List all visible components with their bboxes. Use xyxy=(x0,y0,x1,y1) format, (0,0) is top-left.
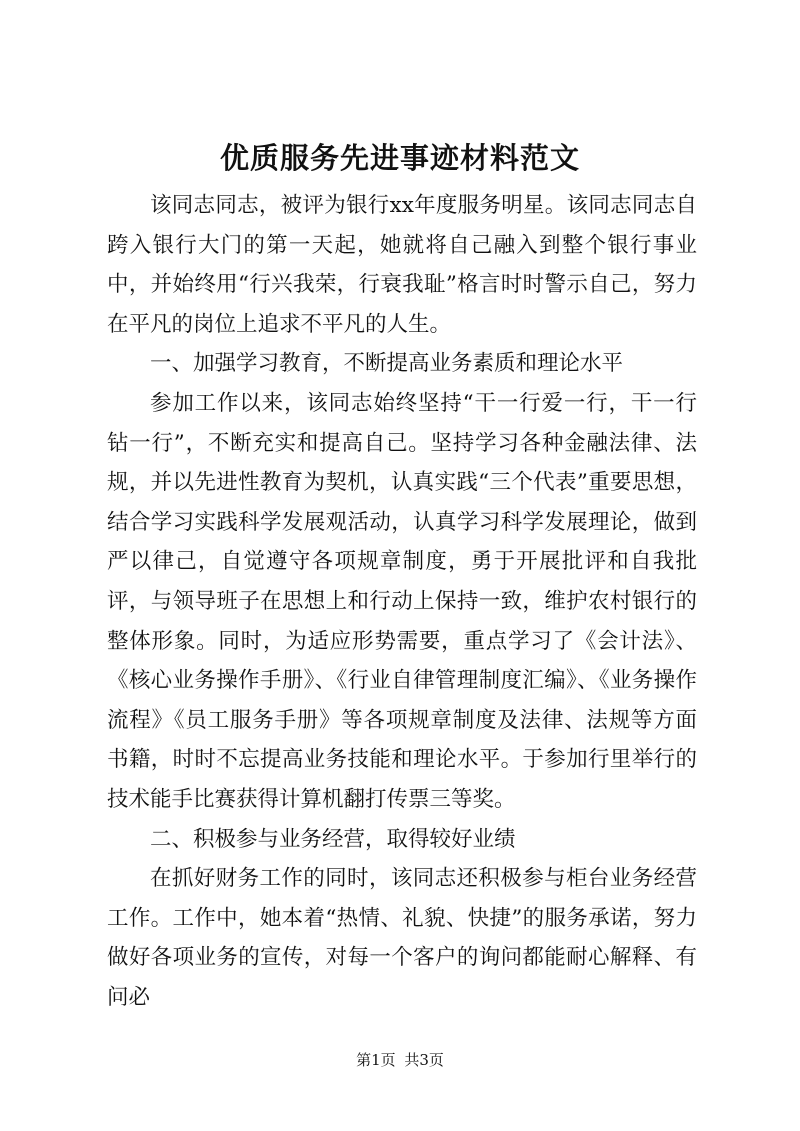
document-title: 优质服务先进事迹材料范文 xyxy=(219,141,580,175)
section-heading-1: 一、加强学习教育，不断提高业务素质和理论水平 xyxy=(150,351,624,377)
page-total: 共3页 xyxy=(404,1051,444,1069)
paragraph-intro: 该同志同志，被评为银行xx年度服务明星。该同志同志自跨入银行大门的第一天起，她就将自己融入到整个银行事业中，并始终用“行兴我荣，行衰我耻”格言时时警示自己，努力在平凡的岗位上追求不平凡的人生。 xyxy=(107,193,697,337)
section-heading-2: 二、积极参与业务经营，取得较好业绩 xyxy=(150,826,516,852)
paragraph-business: 在抓好财务工作的同时，该同志还积极参与柜台业务经营工作。工作中，她本着“热情、礼貌、快捷”的服务承诺，努力做好各项业务的宣传，对每一个客户的询问都能耐心解释、有问必 xyxy=(107,866,697,1010)
document-body xyxy=(107,186,697,1017)
page-number: 第1页 xyxy=(356,1051,396,1069)
page-footer xyxy=(0,1050,800,1070)
paragraph-study: 参加工作以来，该同志始终坚持“干一行爱一行，干一行钻一行”，不断充实和提高自己。坚持学习各种金融法律、法规，并以先进性教育为契机，认真实践“三个代表”重要思想，结合学习实践科学发展观活动，认真学习科学发展理论，做到严以律己，自觉遵守各项规章制度，勇于开展批评和自我批评，与领导班子在思想上和行动上保持一致，维护农村银行的整体形象。同时，为适应形势需要，重点学习了《会计法》、《核心业务操作手册》、《行业自律管理制度汇编》、《业务操作流程》《员工服务手册》等各项规章制度及法律、法规等方面书籍，时时不忘提高业务技能和理论水平。于参加行里举行的技术能手比赛获得计算机翻打传票三等奖。 xyxy=(107,390,697,812)
